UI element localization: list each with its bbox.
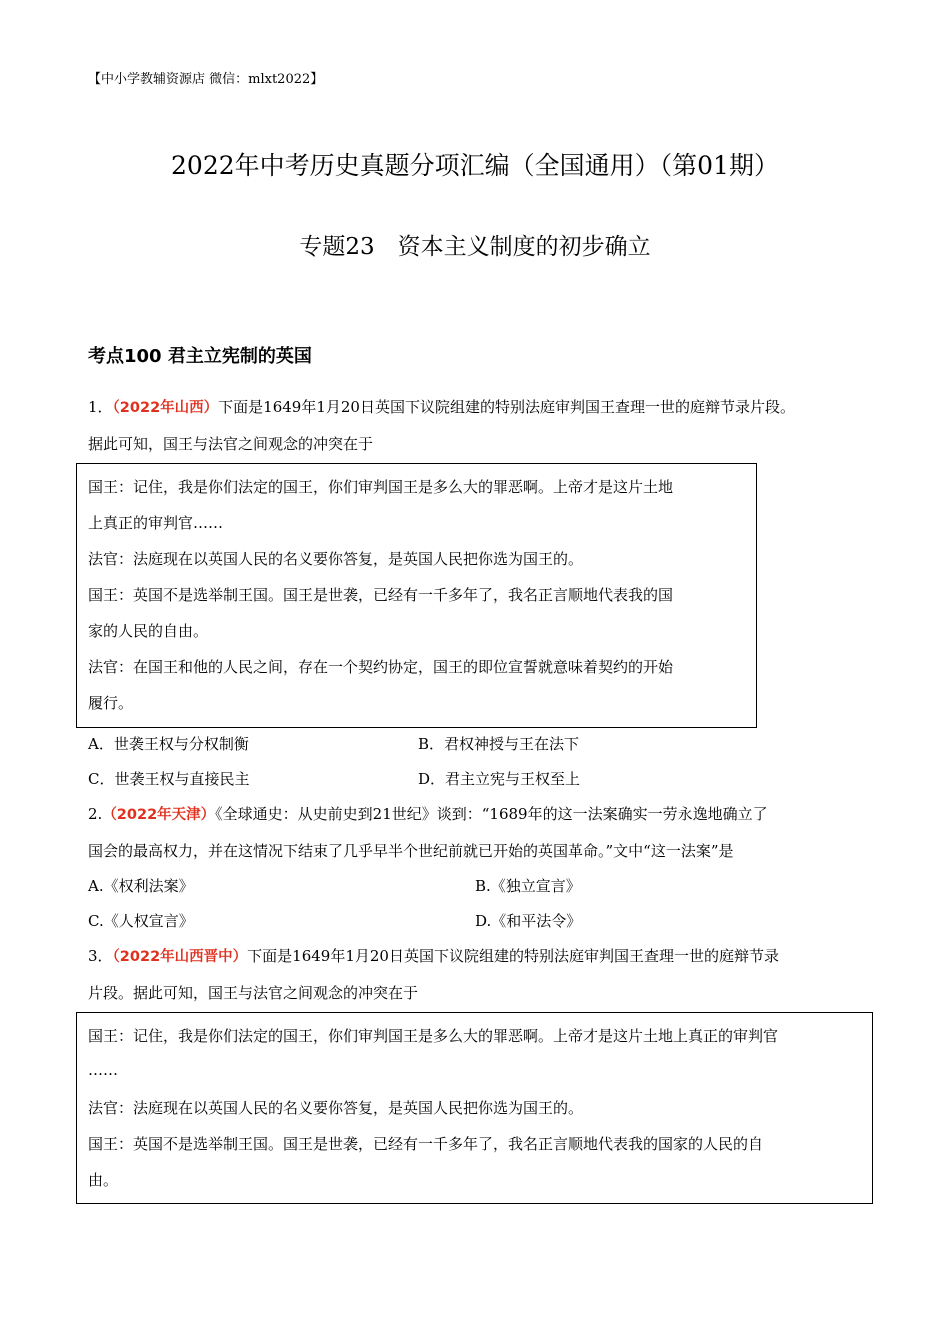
q1-box-line: 家的人民的自由。 [88, 622, 209, 640]
q3-stem-line-2: 片段。据此可知，国王与法官之间观念的冲突在于 [88, 984, 419, 1002]
q1-stem-line-2: 据此可知，国王与法官之间观念的冲突在于 [88, 435, 374, 453]
q1-option-b[interactable]: B．君权神授与王在法下 [418, 735, 580, 753]
q3-box-line: 法官：法庭现在以英国人民的名义要你答复，是英国人民把你选为国王的。 [88, 1099, 584, 1117]
q1-stem-line-1 [88, 396, 795, 417]
page-subtitle: 专题23 资本主义制度的初步确立 [299, 234, 651, 260]
q1-box-line: 国王：记住，我是你们法定的国王，你们审判国王是多么大的罪恶啊。上帝才是这片土地 [88, 478, 674, 496]
q3-box-line: 由。 [88, 1171, 119, 1189]
q3-source-box [76, 1012, 873, 1204]
q1-box-line: 法官：在国王和他的人民之间，存在一个契约协定，国王的即位宣誓就意味着契约的开始 [88, 658, 674, 676]
q2-stem-line-1 [88, 803, 768, 824]
q2-option-d[interactable]: D.《和平法令》 [475, 912, 582, 930]
q3-number: 3． [88, 947, 113, 965]
q1-source-box [76, 463, 757, 728]
q1-box-line: 法官：法庭现在以英国人民的名义要你答复，是英国人民把你选为国王的。 [88, 550, 584, 568]
q1-box-line: 上真正的审判官…… [88, 514, 224, 532]
q3-source: （2022年山西晋中） [112, 949, 248, 965]
q3-stem-text-1: 下面是1649年1月20日英国下议院组建的特别法庭审判国王查理一世的庭辩节录 [247, 947, 779, 965]
q1-stem-text-1: 下面是1649年1月20日英国下议院组建的特别法庭审判国王查理一世的庭辩节录片段。 [218, 398, 795, 416]
q2-option-a[interactable]: A.《权利法案》 [88, 877, 194, 895]
page-title: 2022年中考历史真题分项汇编（全国通用）（第01期） [171, 151, 779, 180]
q2-option-c[interactable]: C.《人权宣言》 [88, 912, 194, 930]
q3-box-line: …… [88, 1061, 118, 1079]
q1-box-line: 国王：英国不是选举制王国。国王是世袭，已经有一千多年了，我名正言顺地代表我的国 [88, 586, 674, 604]
q2-option-b[interactable]: B.《独立宣言》 [475, 877, 581, 895]
q1-option-c[interactable]: C．世袭王权与直接民主 [88, 770, 250, 788]
q2-stem-text-1: 《全球通史：从史前史到21世纪》谈到：“1689年的这一法案确实一劳永逸地确立了 [215, 805, 768, 823]
section-heading: 考点100 君主立宪制的英国 [88, 346, 312, 367]
q1-source: （2022年山西） [112, 400, 219, 416]
q2-stem-line-2: 国会的最高权力，并在这情况下结束了几乎早半个世纪前就已开始的英国革命。”文中“这一法案”是 [88, 842, 734, 860]
q1-option-d[interactable]: D．君主立宪与王权至上 [418, 770, 581, 788]
header-note: 【中小学教辅资源店 微信：mlxt2022】 [88, 72, 324, 87]
q2-number: 2. [88, 805, 103, 823]
q3-stem-line-1 [88, 945, 779, 966]
q3-box-line: 国王：记住，我是你们法定的国王，你们审判国王是多么大的罪恶啊。上帝才是这片土地上真正的审判官 [88, 1027, 779, 1045]
q2-source: （2022年天津） [102, 807, 216, 823]
q1-box-line: 履行。 [88, 694, 134, 712]
q1-option-a[interactable]: A．世袭王权与分权制衡 [88, 735, 249, 753]
q1-number: 1． [88, 398, 113, 416]
q3-box-line: 国王：英国不是选举制王国。国王是世袭，已经有一千多年了，我名正言顺地代表我的国家的人民的自 [88, 1135, 764, 1153]
